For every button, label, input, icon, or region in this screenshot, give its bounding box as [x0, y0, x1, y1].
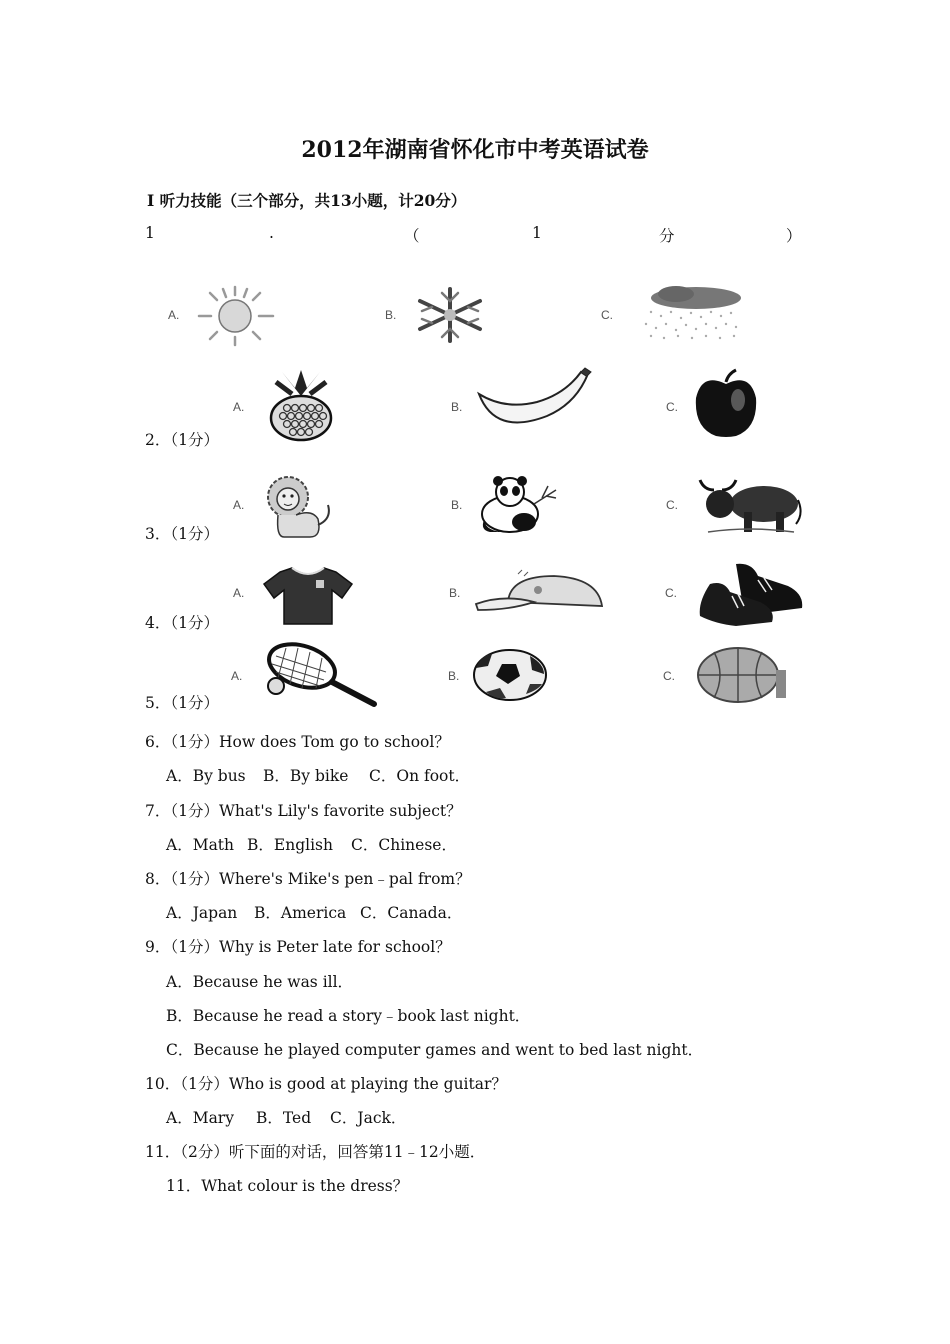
q7-option-b: B．English: [247, 836, 333, 854]
q11-stem: 11．（2分）听下面的对话，回答第11﹣12小题．: [145, 1143, 486, 1161]
q10-option-c: C．Jack．: [330, 1109, 407, 1127]
basketball-icon: [696, 646, 788, 704]
q3-option-b-label: B.: [451, 498, 463, 512]
cap-icon: [474, 570, 606, 614]
shoes-icon: [696, 560, 808, 628]
soccer-ball-icon: [472, 648, 550, 702]
q2-label: 2．（1分）: [145, 431, 219, 449]
page-title: 2012年湖南省怀化市中考英语试卷: [301, 137, 649, 163]
q5-option-a-label: A.: [231, 669, 243, 683]
q1-dot: .: [269, 224, 274, 242]
q1-rparen: ）: [786, 227, 802, 245]
q8-option-b: B．America: [254, 904, 347, 922]
banana-icon: [475, 368, 595, 430]
q7-option-a: A．Math: [166, 836, 235, 854]
sun-icon: [193, 285, 278, 347]
panda-icon: [476, 476, 560, 534]
q4-label: 4．（1分）: [145, 614, 219, 632]
q4-option-a-label: A.: [233, 586, 245, 600]
q1-unit: 分: [659, 227, 675, 245]
q6-option-a: A．By bus: [166, 767, 246, 785]
q4-option-c-label: C.: [665, 586, 677, 600]
q9-option-a: A．Because he was ill．: [166, 973, 354, 991]
q8-option-a: A．Japan: [166, 904, 238, 922]
q7-option-c: C．Chinese．: [351, 836, 457, 854]
q1-option-c-label: C.: [601, 308, 613, 322]
q6-option-c: C．On foot．: [369, 767, 471, 785]
lion-icon: [260, 475, 338, 539]
q1-number: 1: [145, 224, 155, 242]
q7-stem: 7．（1分）What's Lily's favorite subject？: [145, 802, 462, 820]
snowflake-icon: [410, 285, 490, 345]
q3-label: 3．（1分）: [145, 525, 219, 543]
q1-option-b-label: B.: [385, 308, 397, 322]
q6-option-b: B．By bike: [263, 767, 349, 785]
q8-stem: 8．（1分）Where's Mike's pen﹣pal from？: [145, 870, 471, 888]
apple-icon: [692, 368, 760, 440]
q2-option-b-label: B.: [451, 400, 463, 414]
q4-option-b-label: B.: [449, 586, 461, 600]
q2-option-c-label: C.: [666, 400, 678, 414]
tennis-racket-icon: [262, 642, 380, 708]
q5-option-b-label: B.: [448, 669, 460, 683]
q3-option-a-label: A.: [233, 498, 245, 512]
ox-icon: [694, 474, 806, 536]
q2-option-a-label: A.: [233, 400, 245, 414]
shirt-icon: [262, 566, 354, 626]
q5-label: 5．（1分）: [145, 694, 219, 712]
q9-option-c: C．Because he played computer games and went to bed last night．: [166, 1041, 704, 1059]
q1-option-a-label: A.: [168, 308, 180, 322]
q6-stem: 6．（1分）How does Tom go to school？: [145, 733, 450, 751]
q1-lparen: （: [404, 227, 420, 245]
pineapple-icon: [262, 368, 340, 442]
q10-stem: 10．（1分）Who is good at playing the guitar？: [145, 1075, 507, 1093]
q10-option-a: A．Mary: [166, 1109, 234, 1127]
q9-option-b: B．Because he read a story﹣book last night．: [166, 1007, 531, 1025]
q11-sub-question: 11．What colour is the dress？: [166, 1177, 409, 1195]
q9-stem: 9．（1分）Why is Peter late for school？: [145, 938, 451, 956]
q1-score: 1: [532, 224, 542, 242]
cloud-rain-icon: [636, 286, 746, 342]
q3-option-c-label: C.: [666, 498, 678, 512]
section-heading: Ⅰ 听力技能（三个部分，共13小题，计20分）: [147, 191, 467, 210]
q5-option-c-label: C.: [663, 669, 675, 683]
q10-option-b: B．Ted: [256, 1109, 312, 1127]
q8-option-c: C．Canada．: [360, 904, 463, 922]
